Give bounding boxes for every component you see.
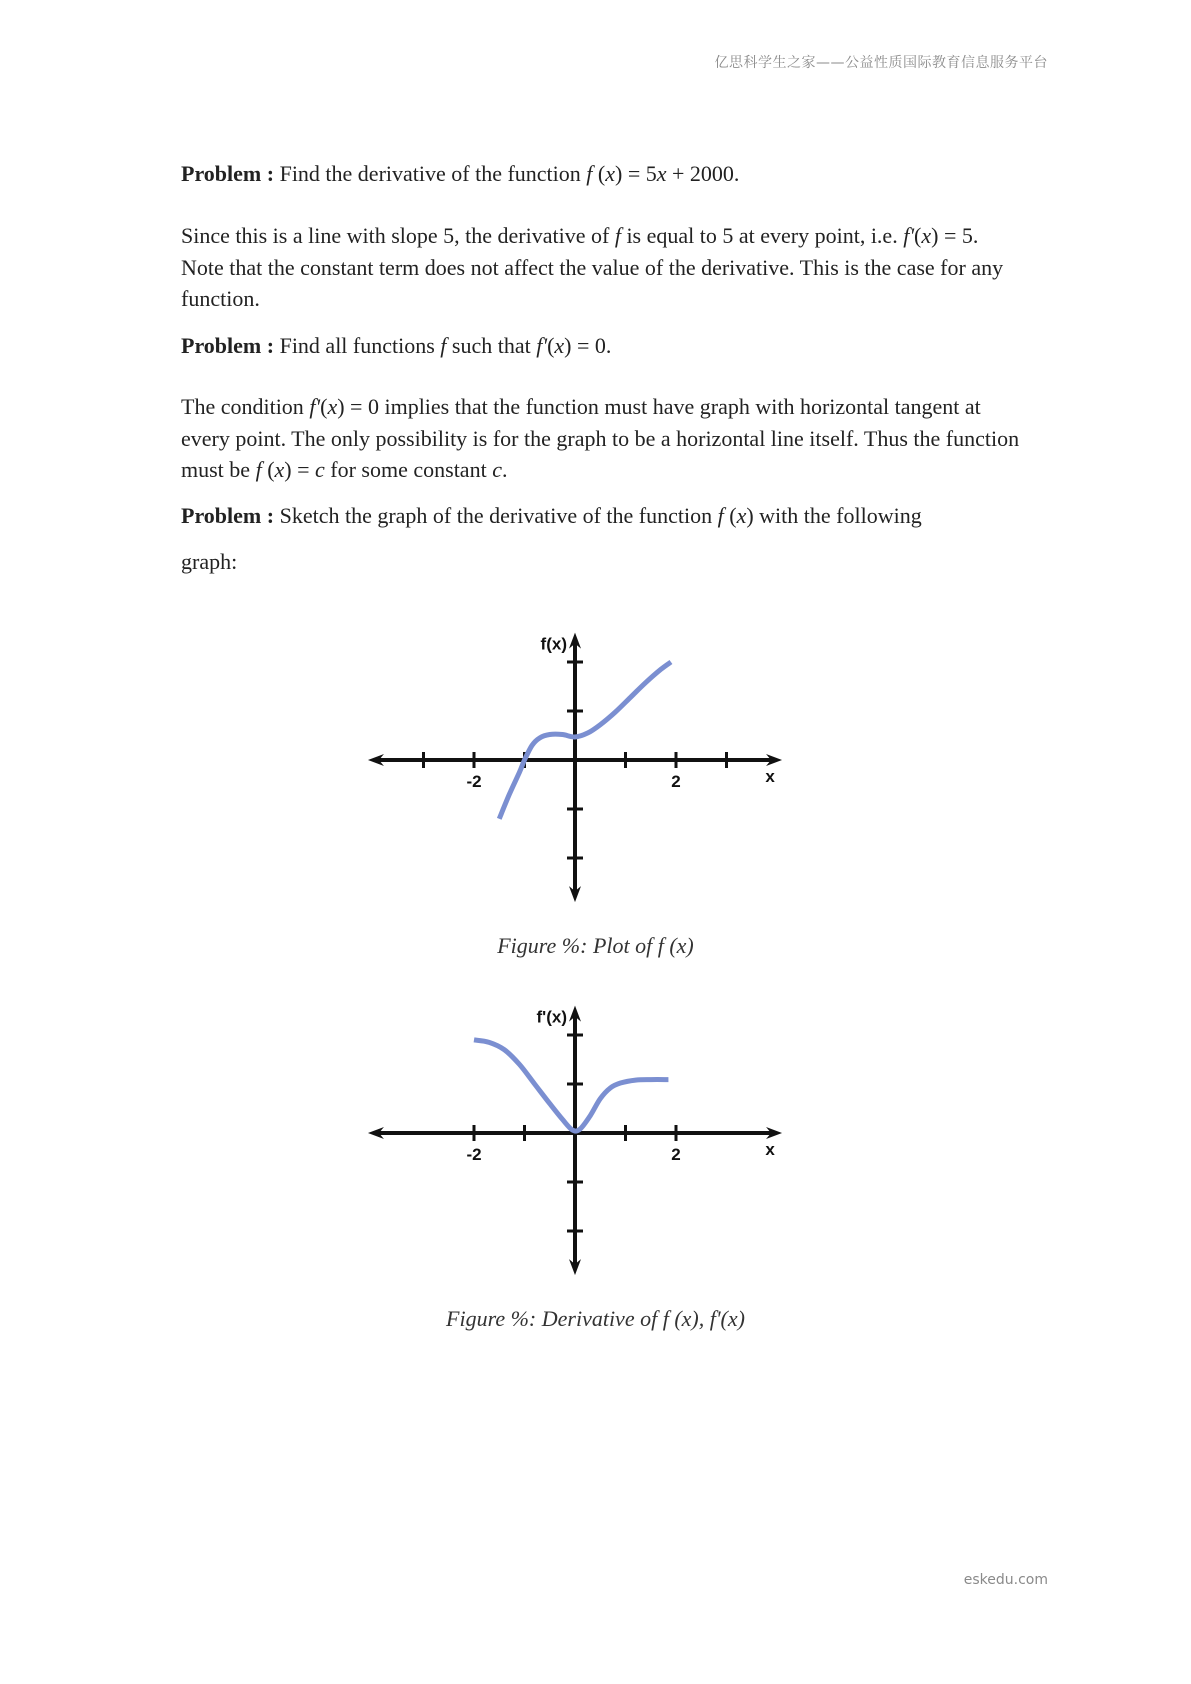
problem-label: Problem : (181, 503, 275, 528)
x-tick-label: -2 (466, 772, 482, 791)
series-line-fx (499, 662, 671, 819)
problem-2-answer: The condition f'(x) = 0 implies that the function must have graph with horizontal tangent at every point. The only possibility is for the graph to be a horizontal line itself. Thus the function must be f (x) = c for some constant c. (181, 394, 1020, 482)
x-axis-label: x (765, 1140, 775, 1159)
problem-3-question: Problem : Sketch the graph of the derivative of the function f (x) with the following (181, 503, 922, 528)
x-tick-label: -2 (466, 1145, 482, 1164)
problem-label: Problem : (181, 161, 275, 186)
y-axis-label: f(x) (540, 634, 567, 654)
figure-1-caption: Figure %: Plot of f (x) (497, 933, 694, 958)
x-tick-label: 2 (671, 1145, 681, 1164)
problem-1-answer: Since this is a line with slope 5, the derivative of f is equal to 5 at every point, i.e. f'(x) = 5. Note that the constant term does not affect the value of the derivative. This is the case for any function. (181, 223, 1004, 311)
site-header: 亿思科学生之家——公益性质国际教育信息服务平台 (714, 55, 1048, 71)
derivative-graph (340, 980, 800, 1300)
problem-1-question: Problem : Find the derivative of the function f (x) = 5x + 2000. (181, 161, 740, 186)
f-of-x-graph (340, 600, 800, 920)
x-tick-label: 2 (671, 772, 681, 791)
problem-2-question: Problem : Find all functions f such that f'(x) = 0. (181, 333, 612, 358)
problem-3-question-tail: graph: (181, 549, 238, 574)
figure-2-caption: Figure %: Derivative of f (x), f'(x) (446, 1306, 745, 1331)
series-line-fx (474, 1040, 668, 1131)
problem-label: Problem : (181, 333, 275, 358)
site-footer: eskedu.com (963, 1572, 1048, 1588)
y-axis-label: f'(x) (536, 1007, 567, 1027)
x-axis-label: x (765, 767, 775, 786)
